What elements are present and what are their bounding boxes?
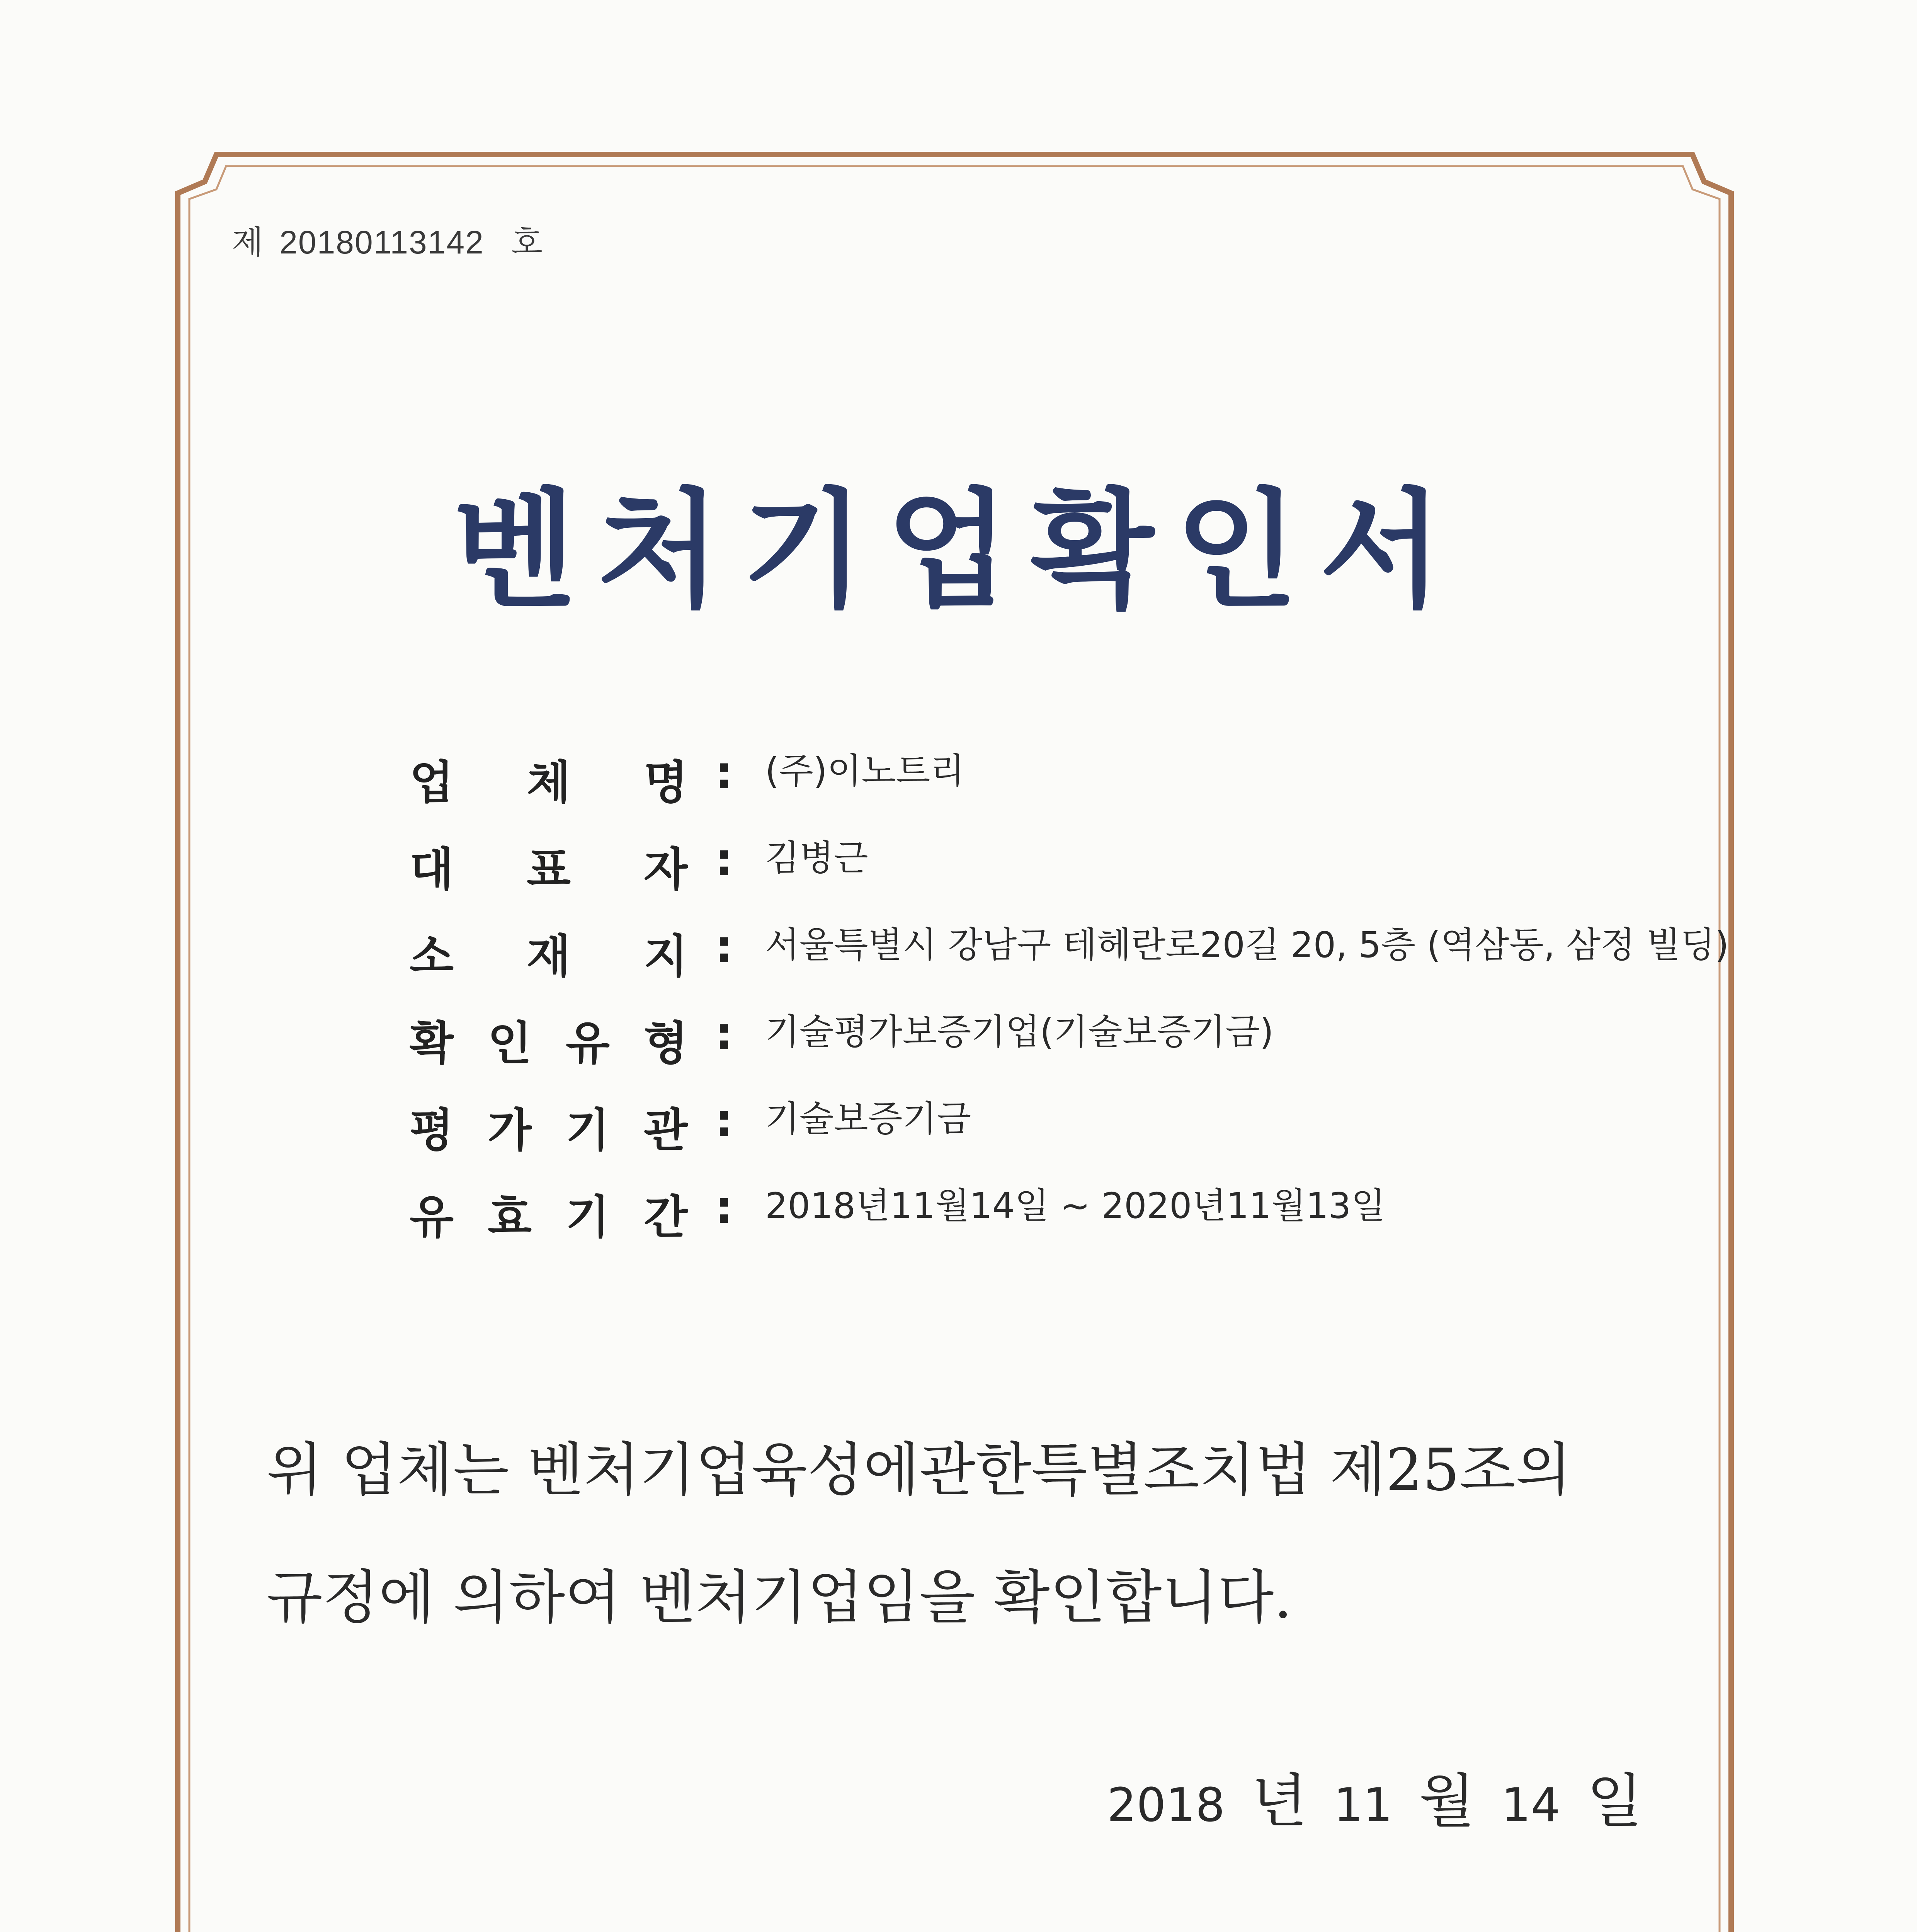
issue-year: 2018 bbox=[1107, 1779, 1225, 1832]
info-row-type bbox=[410, 1007, 1723, 1076]
info-label-company: 업 체 명 bbox=[410, 756, 688, 809]
info-colon: : bbox=[715, 833, 733, 886]
info-colon: : bbox=[715, 746, 733, 799]
info-value-representative: 김병근 bbox=[765, 837, 868, 879]
info-row-validity bbox=[410, 1180, 1723, 1250]
info-label-type: 확 인 유 형 bbox=[410, 1017, 688, 1070]
document-number-suffix: 호 bbox=[511, 223, 543, 261]
info-label-evaluator: 평 가 기 관 bbox=[410, 1104, 688, 1157]
issue-day: 14 bbox=[1501, 1779, 1560, 1832]
info-label-address: 소 재 지 bbox=[410, 930, 688, 983]
issue-day-unit: 일 bbox=[1587, 1768, 1643, 1835]
info-value-company: (주)이노트리 bbox=[765, 750, 965, 792]
document-number bbox=[232, 216, 543, 263]
document-number-prefix: 제 bbox=[232, 223, 264, 261]
issue-date bbox=[1107, 1754, 1654, 1838]
info-colon: : bbox=[715, 1007, 733, 1060]
statement-line-2: 규정에 의하여 벤처기업임을 확인합니다. bbox=[267, 1564, 1293, 1631]
info-row-company bbox=[410, 746, 1723, 815]
issue-month-unit: 월 bbox=[1419, 1768, 1475, 1835]
info-row-address bbox=[410, 920, 1729, 1005]
info-label-validity: 유 효 기 간 bbox=[410, 1190, 688, 1244]
info-row-representative bbox=[410, 833, 1723, 902]
info-value-type: 기술평가보증기업(기술보증기금) bbox=[765, 1011, 1274, 1053]
confirmation-statement bbox=[267, 1406, 1696, 1662]
info-value-evaluator: 기술보증기금 bbox=[765, 1098, 971, 1139]
info-colon: : bbox=[715, 1094, 733, 1147]
info-colon: : bbox=[715, 1180, 733, 1234]
info-label-representative: 대 표 자 bbox=[410, 843, 688, 896]
issue-month: 11 bbox=[1334, 1779, 1393, 1832]
info-value-validity: 2018년11월14일 ~ 2020년11월13일 bbox=[765, 1185, 1386, 1226]
info-row-evaluator bbox=[410, 1094, 1723, 1163]
document-number-value: 20180113142 bbox=[279, 224, 484, 260]
certificate-title: 벤처기업확인서 bbox=[453, 475, 1464, 625]
info-colon: : bbox=[715, 920, 733, 973]
statement-line-1: 위 업체는 벤처기업육성에관한특별조치법 제25조의 bbox=[267, 1437, 1572, 1504]
issue-year-unit: 년 bbox=[1251, 1768, 1308, 1835]
info-value-address: 서울특별시 강남구 테헤란로20길 20, 5층 (역삼동, 삼정 빌딩) bbox=[765, 924, 1729, 966]
